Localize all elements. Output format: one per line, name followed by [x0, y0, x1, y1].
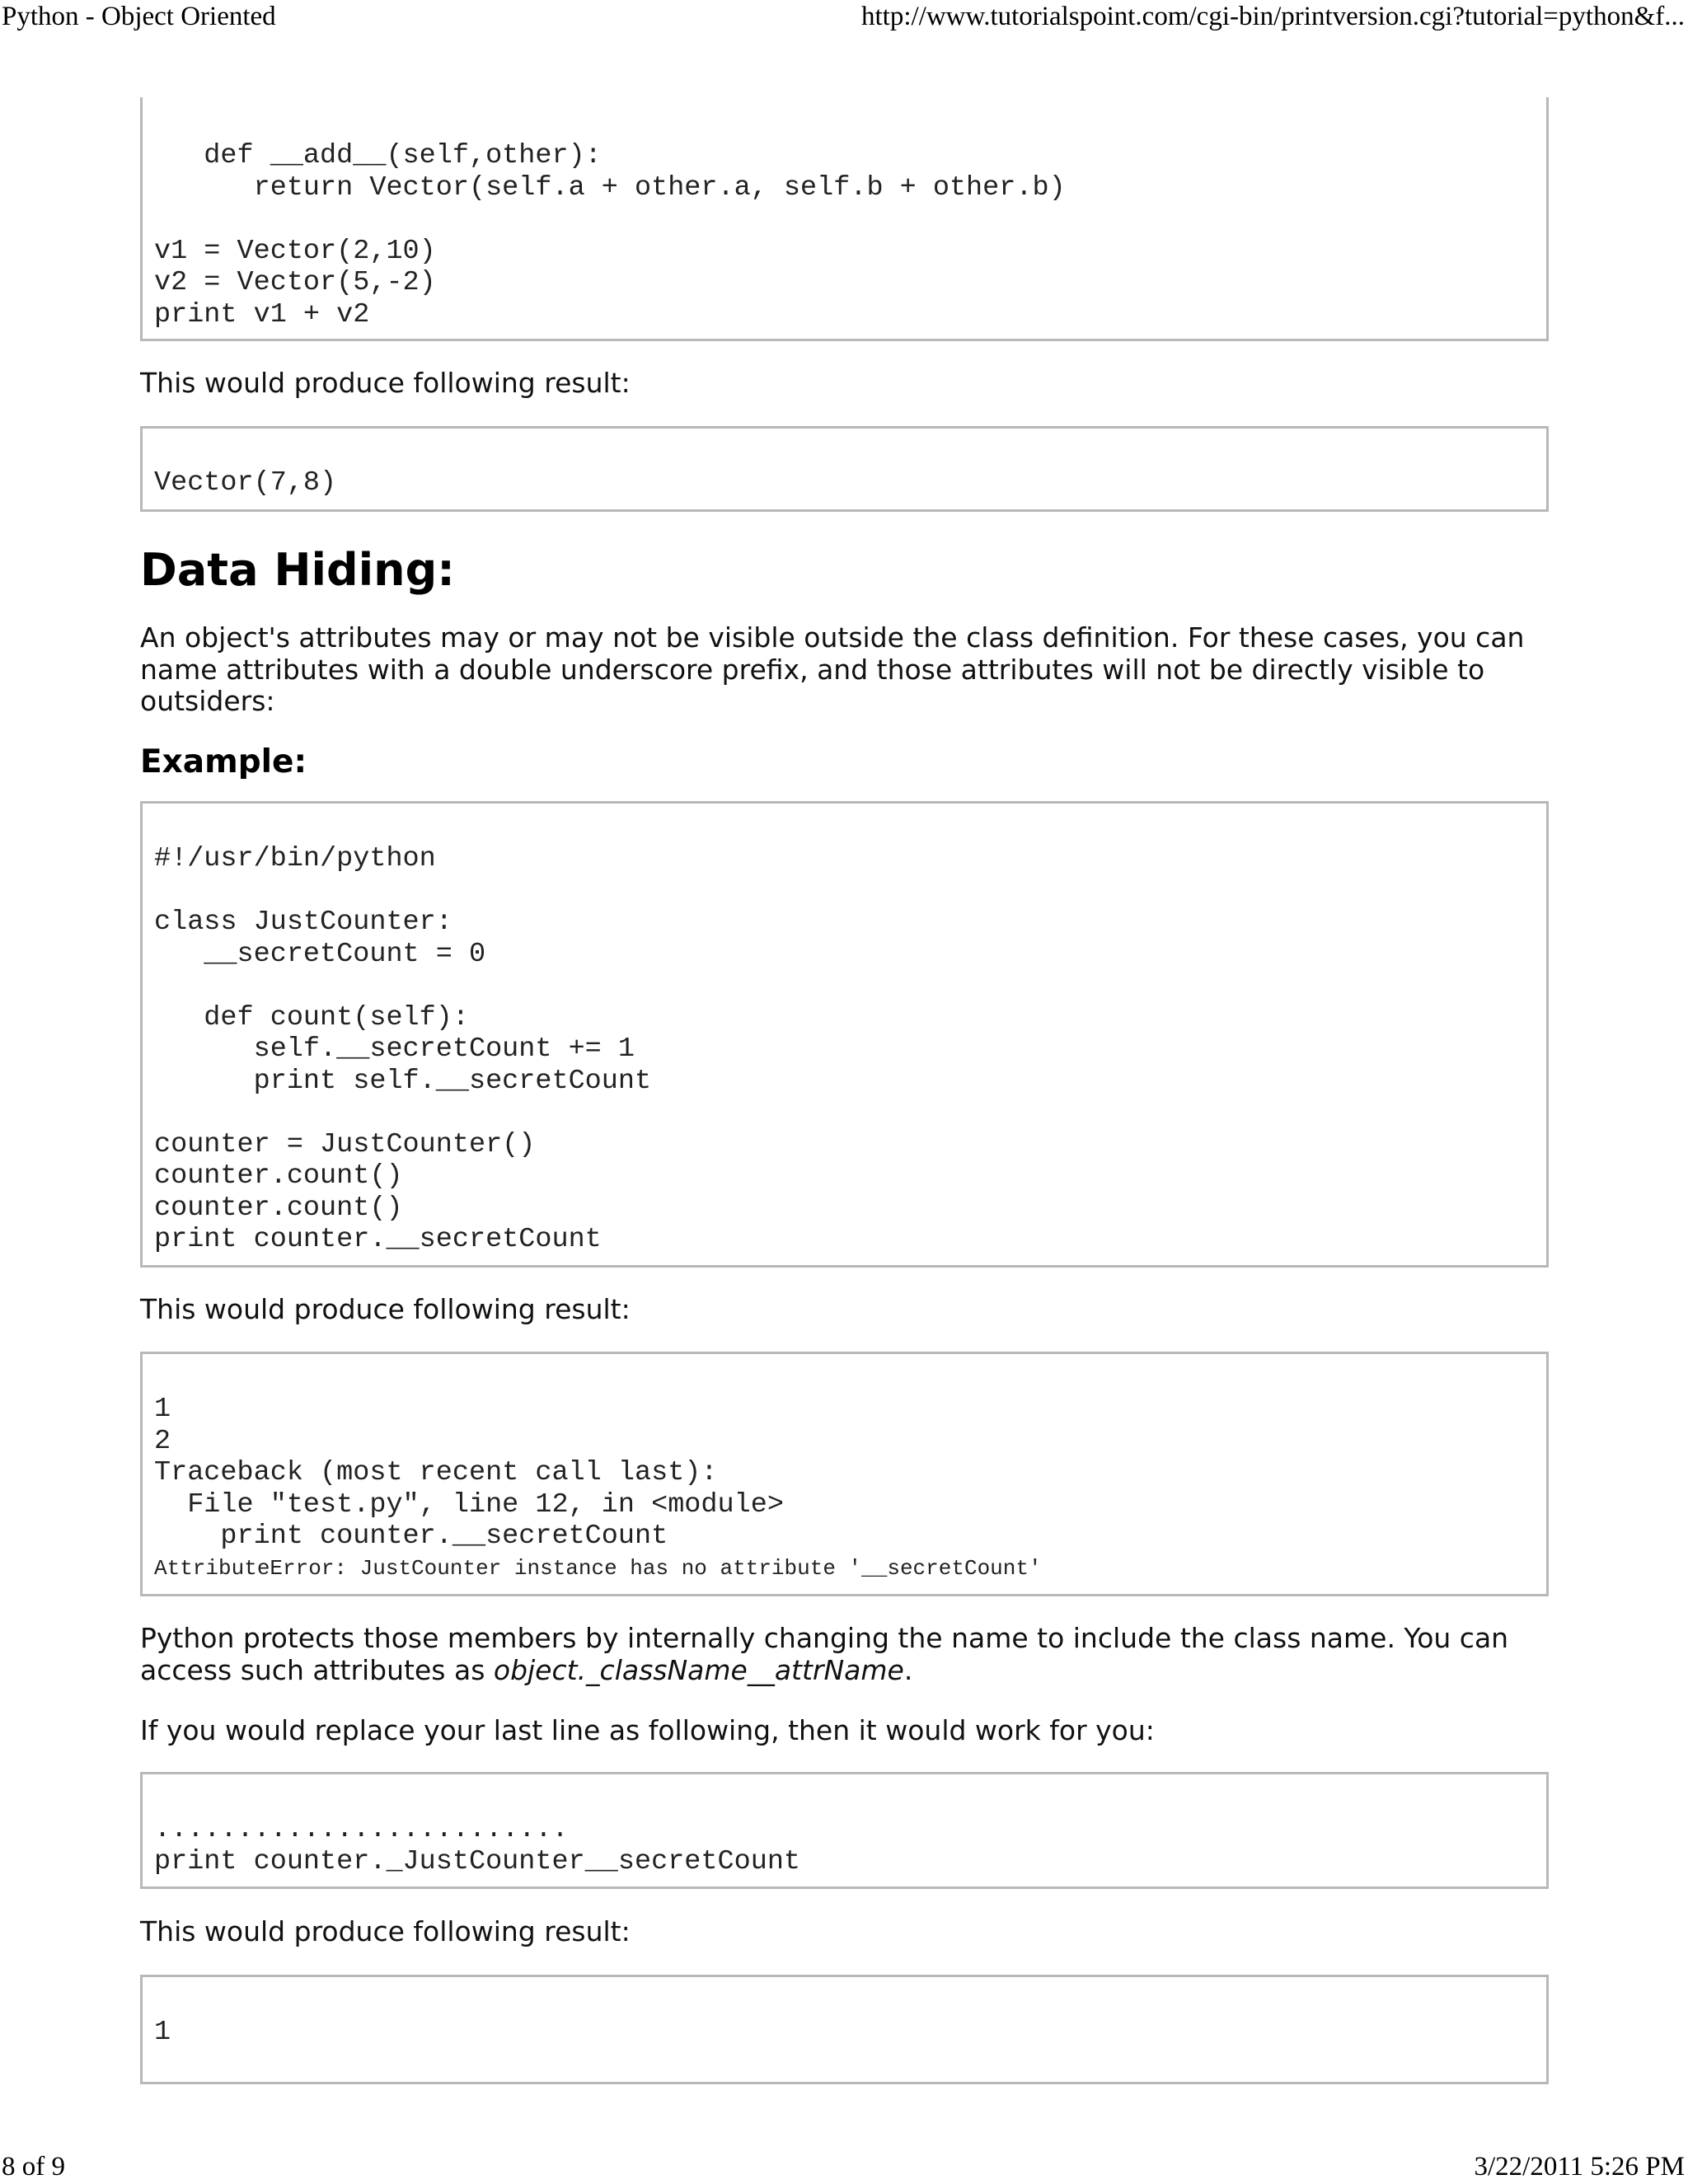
code-block-counter-example	[140, 801, 1549, 1268]
code-text: 1 2 Traceback (most recent call last): File "test.py", line 12, in <module> print counter.__secretCount	[154, 1394, 784, 1552]
print-header-title: Python - Object Oriented	[2, 2, 276, 31]
result-intro: This would produce following result:	[140, 367, 631, 399]
code-block-vector-result	[140, 426, 1549, 512]
code-block-vector-tail	[140, 97, 1549, 341]
print-header	[0, 0, 1688, 33]
section-heading-data-hiding: Data Hiding:	[140, 544, 455, 596]
code-text: Vector(7,8)	[154, 467, 337, 499]
code-text: #!/usr/bin/python class JustCounter: __secretCount = 0 def count(self): self.__secretCount += 1 print self.__secretCount counter = JustCounter() counter.count() counter.count() print counter.__secretCount	[154, 843, 652, 1255]
print-datetime: 3/22/2011 5:26 PM	[1474, 2152, 1685, 2182]
result-intro: This would produce following result:	[140, 1915, 631, 1947]
example-heading: Example:	[140, 743, 307, 780]
print-header-url: http://www.tutorialspoint.com/cgi-bin/printversion.cgi?tutorial=python&f...	[861, 2, 1685, 31]
error-line: AttributeError: JustCounter instance has no attribute '__secretCount'	[154, 1555, 1042, 1581]
result-intro: This would produce following result:	[140, 1293, 631, 1325]
code-text: 1	[154, 2017, 171, 2048]
code-text: ......................... print counter._JustCounter__secretCount	[154, 1814, 801, 1877]
code-text: def __add__(self,other): return Vector(self.a + other.a, self.b + other.b) v1 = Vector(2,10) v2 = Vector(5,-2) print v1 + v2	[154, 140, 1066, 330]
mangled-name-pattern: object._className__attrName	[493, 1653, 904, 1686]
replace-intro: If you would replace your last line as following, then it would work for you:	[140, 1714, 1155, 1746]
code-block-counter-result	[140, 1352, 1549, 1596]
name-mangling-paragraph	[140, 1623, 1554, 1686]
data-hiding-paragraph: An object's attributes may or may not be visible outside the class definition. For these cases, you can name attributes with a double underscore prefix, and those attributes will not be directly visible to outsiders:	[140, 621, 1525, 717]
print-footer	[0, 2149, 1688, 2184]
code-block-replace-result	[140, 1975, 1549, 2084]
paragraph-text: .	[903, 1653, 913, 1686]
code-block-replace-line	[140, 1772, 1549, 1889]
paragraph-text: Python protects those members by internally changing the name to include the class name. You can access such attributes as	[140, 1622, 1509, 1686]
page-number: 8 of 9	[2, 2152, 65, 2182]
